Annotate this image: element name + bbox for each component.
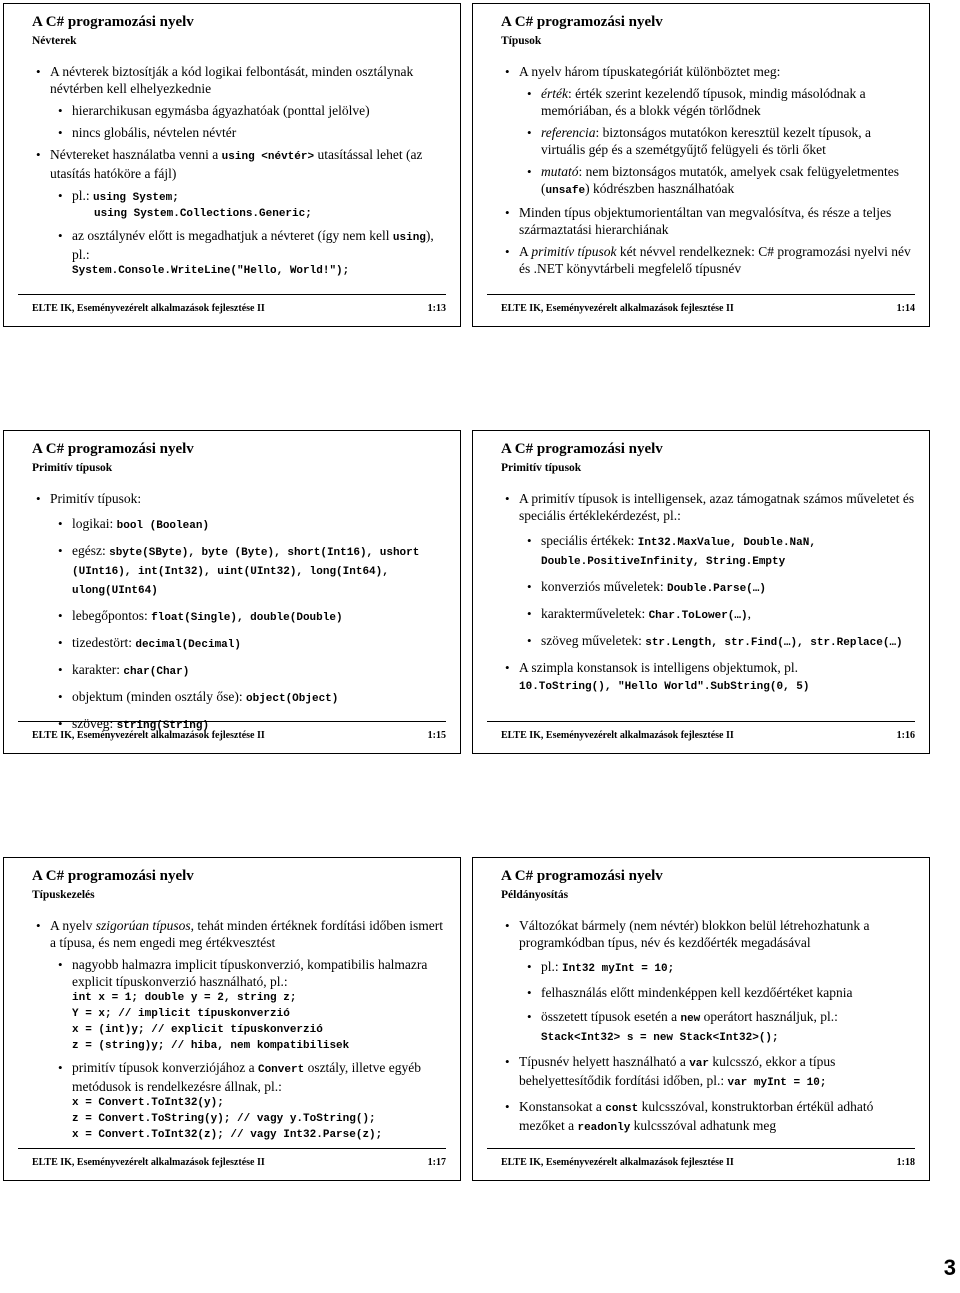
sub-bullet: • logikai: bool (Boolean) <box>58 516 210 532</box>
bullet: • Konstansokat a const kulcsszóval, konstruktorban értékül adható mezőket a readonly kulcsszóval adhatunk meg <box>505 1099 874 1134</box>
slide-subtitle: Névterek <box>32 35 77 47</box>
sub-bullet: • nincs globális, névtelen névtér <box>58 125 237 140</box>
slide-number: 1:16 <box>896 730 915 741</box>
slide-1-17 <box>3 857 461 1181</box>
sub-bullet: • összetett típusok esetén a new operátort használjuk, pl.: Stack<Int32> s = new Stack<Int32>(); <box>527 1009 838 1044</box>
slide-number: 1:14 <box>896 303 915 314</box>
slide-number: 1:17 <box>427 1157 446 1168</box>
bullet: • Változókat bármely (nem névtér) blokkon belül létrehozhatunk a programkódban típus, név és kezdőérték megadásával <box>505 918 870 950</box>
sub-bullet: • speciális értékek: Int32.MaxValue, Double.NaN, Double.PositiveInfinity, String.Empty <box>527 533 816 568</box>
slide-1-16 <box>472 430 930 754</box>
footer-divider <box>18 294 446 295</box>
slide-1-15 <box>3 430 461 754</box>
sub-bullet: • pl.: Int32 myInt = 10; <box>527 959 675 975</box>
slide-title: A C# programozási nyelv <box>501 441 663 457</box>
slide-subtitle: Típuskezelés <box>32 889 95 901</box>
bullet: • A nyelv három típuskategóriát különböztet meg: <box>505 64 781 79</box>
slide-subtitle: Példányosítás <box>501 889 569 901</box>
slide-title: A C# programozási nyelv <box>501 14 663 30</box>
code-line: int x = 1; double y = 2, string z; <box>72 992 297 1004</box>
slide-content <box>26 58 446 279</box>
sub-bullet: • konverziós műveletek: Double.Parse(…) <box>527 579 766 595</box>
bullet: • Névtereket használatba venni a using <névtér> utasítással lehet (az utasítás hatóköre a fájl) <box>36 147 423 181</box>
code-line: z = Convert.ToString(y); // vagy y.ToString(); <box>72 1113 376 1125</box>
slide-content <box>26 912 446 1143</box>
sub-bullet: • az osztálynév előtt is megadhatjuk a névteret (így nem kell using), pl.: <box>58 228 434 262</box>
footer-divider <box>18 1148 446 1149</box>
code-line: x = (int)y; // explicit típuskonverzió <box>72 1024 323 1036</box>
sub-bullet: • nagyobb halmazra implicit típuskonverzió, kompatibilis halmazra explicit típuskonverzió használható, pl.: <box>58 957 428 989</box>
sub-bullet: • lebegőpontos: float(Single), double(Double) <box>58 608 343 624</box>
code-line: x = Convert.ToInt32(y); <box>72 1097 224 1109</box>
code-line: System.Console.WriteLine("Hello, World!"); <box>72 265 350 277</box>
slide-title: A C# programozási nyelv <box>32 441 194 457</box>
footer-divider <box>18 721 446 722</box>
sub-bullet: • mutató: nem biztonságos mutatók, amelyek csak felügyeletmentes (unsafe) kódrészben használhatóak <box>527 164 900 197</box>
page-number: 3 <box>943 1255 956 1280</box>
sub-bullet: • karakter: char(Char) <box>58 662 190 678</box>
slide-content <box>495 58 915 277</box>
slide-content <box>26 485 446 734</box>
bullet: • A primitív típusok két névvel rendelkeznek: C# programozási nyelvi név és .NET könyvtárbeli megfelelő típusnév <box>505 244 911 276</box>
bullet: • A nyelv szigorúan típusos, tehát minden értéknek fordítási időben ismert a típusa, és nem engedi meg értékvesztést <box>36 918 443 950</box>
slide-footer: ELTE IK, Eseményvezérelt alkalmazások fejlesztése II <box>32 1157 265 1168</box>
footer-divider <box>487 721 915 722</box>
sub-bullet: • szöveg: string(String) <box>58 716 210 732</box>
footer-divider <box>487 294 915 295</box>
slide-footer: ELTE IK, Eseményvezérelt alkalmazások fejlesztése II <box>501 1157 734 1168</box>
sub-bullet: • karakterműveletek: Char.ToLower(…), <box>527 606 751 622</box>
slide-1-18 <box>472 857 930 1181</box>
slide-number: 1:15 <box>427 730 446 741</box>
slide-footer: ELTE IK, Eseményvezérelt alkalmazások fejlesztése II <box>32 730 265 741</box>
sub-bullet: • szöveg műveletek: str.Length, str.Find(…), str.Replace(…) <box>527 633 903 649</box>
bullet: • Típusnév helyett használható a var kulcsszó, ekkor a típus behelyettesítődik fordítási időben, pl.: var myInt = 10; <box>505 1054 836 1089</box>
sub-bullet: • primitív típusok konverziójához a Convert osztály, illetve egyéb metódusok is rendelkezésre állnak, pl.: <box>58 1060 422 1094</box>
sub-bullet: • hierarchikusan egymásba ágyazhatóak (ponttal jelölve) <box>58 103 370 118</box>
sub-bullet: • érték: érték szerint kezelendő típusok, mindig másolódnak a memóriában, és a blokk végén törlődnek <box>527 86 866 118</box>
slide-1-13 <box>3 3 461 327</box>
code-line: Y = x; // implicit típuskonverzió <box>72 1008 290 1020</box>
sub-bullet: • objektum (minden osztály őse): object(Object) <box>58 689 339 705</box>
slide-title: A C# programozási nyelv <box>32 14 194 30</box>
bullet: • Primitív típusok: <box>36 491 142 506</box>
code-line: x = Convert.ToInt32(z); // vagy Int32.Parse(z); <box>72 1129 383 1141</box>
bullet: • A primitív típusok is intelligensek, azaz támogatnak számos műveletet és speciális értéklekérdezést, pl.: <box>505 491 915 523</box>
sub-bullet: • egész: sbyte(SByte), byte (Byte), short(Int16), ushort (UInt16), int(Int32), uint(UInt32), long(Int64), ulong(UInt64) <box>58 543 420 597</box>
sub-bullet: • felhasználás előtt mindenképpen kell kezdőértéket kapnia <box>527 985 853 1000</box>
slide-footer: ELTE IK, Eseményvezérelt alkalmazások fejlesztése II <box>501 730 734 741</box>
slide-content <box>495 912 915 1136</box>
bullet: • A névterek biztosítják a kód logikai felbontását, minden osztálynak névtérben kell elhelyezkednie <box>36 64 414 96</box>
code-line: using System.Collections.Generic; <box>94 208 312 220</box>
slide-number: 1:18 <box>896 1157 915 1168</box>
code-line: z = (string)y; // hiba, nem kompatibilisek <box>72 1040 350 1052</box>
slide-footer: ELTE IK, Eseményvezérelt alkalmazások fejlesztése II <box>32 303 265 314</box>
slide-subtitle: Típusok <box>501 35 542 47</box>
slide-subtitle: Primitív típusok <box>32 462 113 474</box>
footer-divider <box>487 1148 915 1149</box>
slide-subtitle: Primitív típusok <box>501 462 582 474</box>
slide-content <box>495 485 915 695</box>
bullet: • Minden típus objektumorientáltan van megvalósítva, és része a teljes származtatási hierarchiának <box>505 205 892 237</box>
slide-title: A C# programozási nyelv <box>32 868 194 884</box>
sub-bullet: • pl.: using System; <box>58 188 179 204</box>
slide-footer: ELTE IK, Eseményvezérelt alkalmazások fejlesztése II <box>501 303 734 314</box>
bullet: • A szimpla konstansok is intelligens objektumok, pl. 10.ToString(), "Hello World".SubString(0, 5) <box>505 660 810 693</box>
slide-1-14 <box>472 3 930 327</box>
slide-number: 1:13 <box>427 303 446 314</box>
sub-bullet: • tizedestört: decimal(Decimal) <box>58 635 241 651</box>
sub-bullet: • referencia: biztonságos mutatókon keresztül kezelt típusok, a virtuális gép és a szemétgyűjtő felügyeli és törli őket <box>527 125 872 157</box>
slide-title: A C# programozási nyelv <box>501 868 663 884</box>
